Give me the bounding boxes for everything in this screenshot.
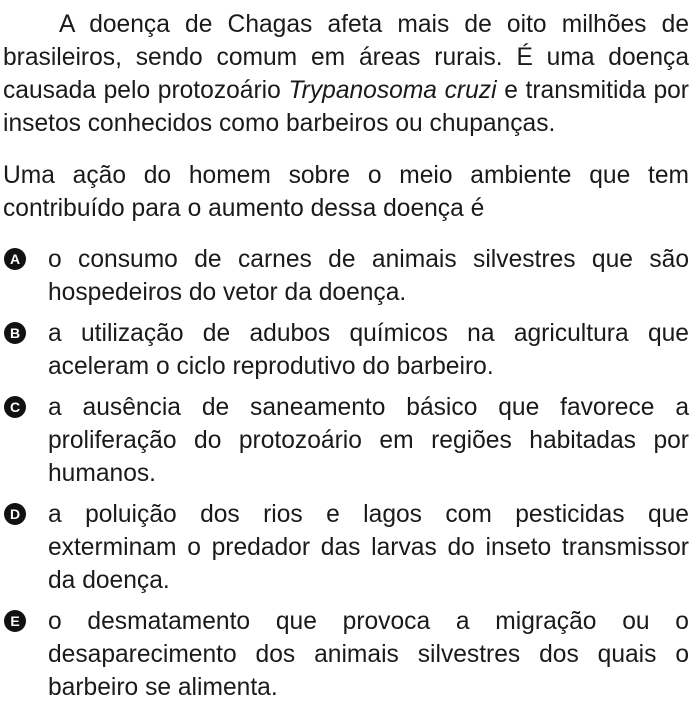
option-c-badge: C [4,396,26,418]
option-b-text: a utilização de adubos químicos na agricultura que aceleram o ciclo reprodutivo do barbeiro. [48,320,689,380]
option-a-text: o consumo de carnes de animais silvestres que são hospedeiros do vetor da doença. [48,246,689,306]
passage-text-start: A doença de Chagas afeta mais de oito milhões de brasileiros, sendo comum em áreas rurais. É uma doença causada pelo protozoário [3,11,689,104]
option-c[interactable] [3,391,689,490]
option-e[interactable] [3,605,689,704]
option-d-badge: D [4,503,26,525]
passage-paragraph [3,8,689,140]
option-a[interactable] [3,243,689,309]
answer-options [3,243,689,704]
question-stem: Uma ação do homem sobre o meio ambiente que tem contribuído para o aumento dessa doença é [3,162,689,222]
option-b-badge: B [4,322,26,344]
option-e-text: o desmatamento que provoca a migração ou o desaparecimento dos animais silvestres dos quais o barbeiro se alimenta. [48,608,689,701]
option-b[interactable] [3,317,689,383]
option-d-text: a poluição dos rios e lagos com pesticidas que exterminam o predador das larvas do inseto transmissor da doença. [48,501,689,594]
option-e-badge: E [4,610,26,632]
option-c-text: a ausência de saneamento básico que favorece a proliferação do protozoário em regiões habitadas por humanos. [48,394,689,487]
species-name: Trypanosoma cruzi [288,77,497,104]
passage-text-end: e transmitida por insetos conhecidos como barbeiros ou chupanças. [3,77,689,137]
option-d[interactable] [3,498,689,597]
option-a-badge: A [4,248,26,270]
